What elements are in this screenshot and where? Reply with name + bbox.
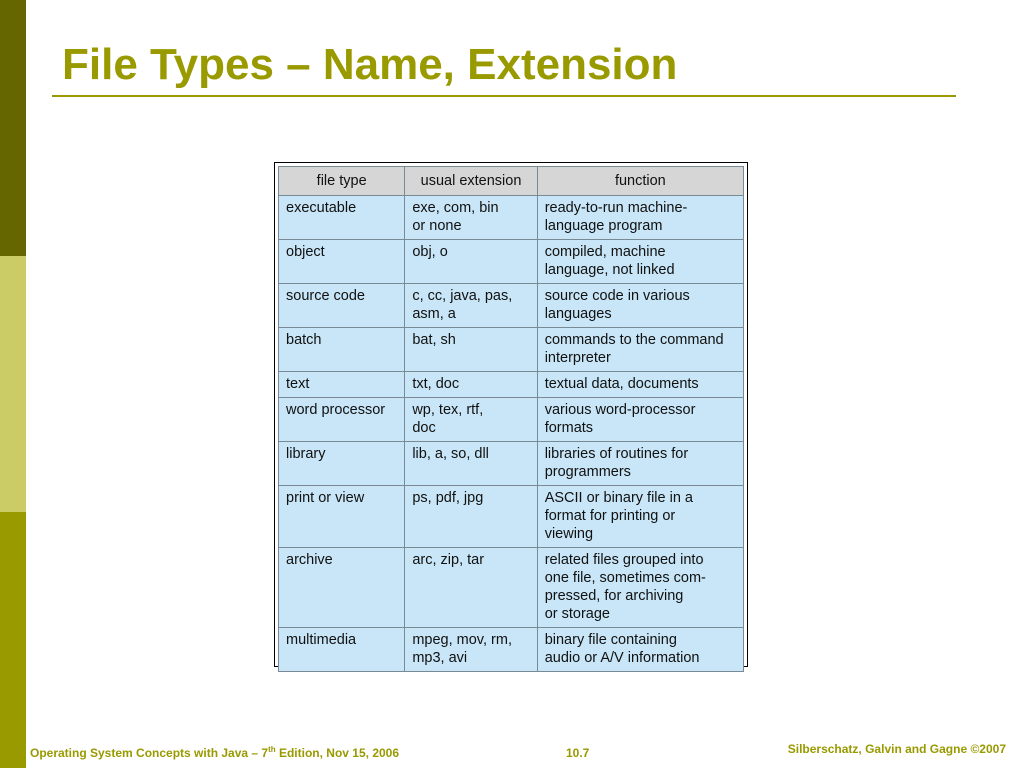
- file-types-table-frame: [274, 162, 748, 667]
- cell-usual-extension: mpeg, mov, rm, mp3, avi: [405, 628, 537, 672]
- cell-file-type: word processor: [279, 398, 405, 442]
- cell-function: binary file containing audio or A/V information: [537, 628, 743, 672]
- cell-usual-extension: txt, doc: [405, 372, 537, 398]
- cell-usual-extension: exe, com, bin or none: [405, 196, 537, 240]
- cell-function: ASCII or binary file in a format for printing or viewing: [537, 486, 743, 548]
- sidebar-stripe-dark: [0, 0, 26, 256]
- slide-title: File Types – Name, Extension: [62, 40, 678, 89]
- table-row: [279, 240, 744, 284]
- footer-edition-sup: th: [268, 745, 276, 754]
- cell-function: libraries of routines for programmers: [537, 442, 743, 486]
- file-types-table: [278, 166, 744, 672]
- table-header-row: [279, 167, 744, 196]
- cell-file-type: archive: [279, 548, 405, 628]
- cell-file-type: source code: [279, 284, 405, 328]
- table-row: [279, 284, 744, 328]
- table-row: [279, 486, 744, 548]
- sidebar-stripe-light: [0, 256, 26, 512]
- cell-usual-extension: bat, sh: [405, 328, 537, 372]
- cell-usual-extension: arc, zip, tar: [405, 548, 537, 628]
- table-row: [279, 372, 744, 398]
- table-row: [279, 398, 744, 442]
- cell-function: related files grouped into one file, sometimes com- pressed, for archiving or storage: [537, 548, 743, 628]
- table-row: [279, 548, 744, 628]
- cell-file-type: object: [279, 240, 405, 284]
- footer-page-number: 10.7: [566, 746, 590, 760]
- cell-file-type: text: [279, 372, 405, 398]
- cell-file-type: executable: [279, 196, 405, 240]
- cell-function: ready-to-run machine- language program: [537, 196, 743, 240]
- cell-function: textual data, documents: [537, 372, 743, 398]
- sidebar-stripe-olive: [0, 512, 26, 768]
- header-function: function: [537, 167, 743, 196]
- cell-file-type: library: [279, 442, 405, 486]
- header-usual-extension: usual extension: [405, 167, 537, 196]
- cell-function: commands to the command interpreter: [537, 328, 743, 372]
- table-row: [279, 628, 744, 672]
- cell-file-type: print or view: [279, 486, 405, 548]
- title-underline: [52, 95, 956, 97]
- footer-copyright: Silberschatz, Galvin and Gagne ©2007: [787, 742, 1006, 756]
- cell-usual-extension: obj, o: [405, 240, 537, 284]
- cell-function: source code in various languages: [537, 284, 743, 328]
- cell-usual-extension: c, cc, java, pas, asm, a: [405, 284, 537, 328]
- footer-book-title-pre: Operating System Concepts with Java – 7: [30, 746, 269, 760]
- footer-book-title: [30, 746, 399, 760]
- table-row: [279, 196, 744, 240]
- cell-usual-extension: lib, a, so, dll: [405, 442, 537, 486]
- footer-book-title-post: Edition, Nov 15, 2006: [275, 746, 400, 760]
- cell-file-type: multimedia: [279, 628, 405, 672]
- header-file-type: file type: [279, 167, 405, 196]
- cell-function: compiled, machine language, not linked: [537, 240, 743, 284]
- cell-usual-extension: ps, pdf, jpg: [405, 486, 537, 548]
- table-row: [279, 328, 744, 372]
- cell-function: various word-processor formats: [537, 398, 743, 442]
- table-row: [279, 442, 744, 486]
- cell-usual-extension: wp, tex, rtf, doc: [405, 398, 537, 442]
- cell-file-type: batch: [279, 328, 405, 372]
